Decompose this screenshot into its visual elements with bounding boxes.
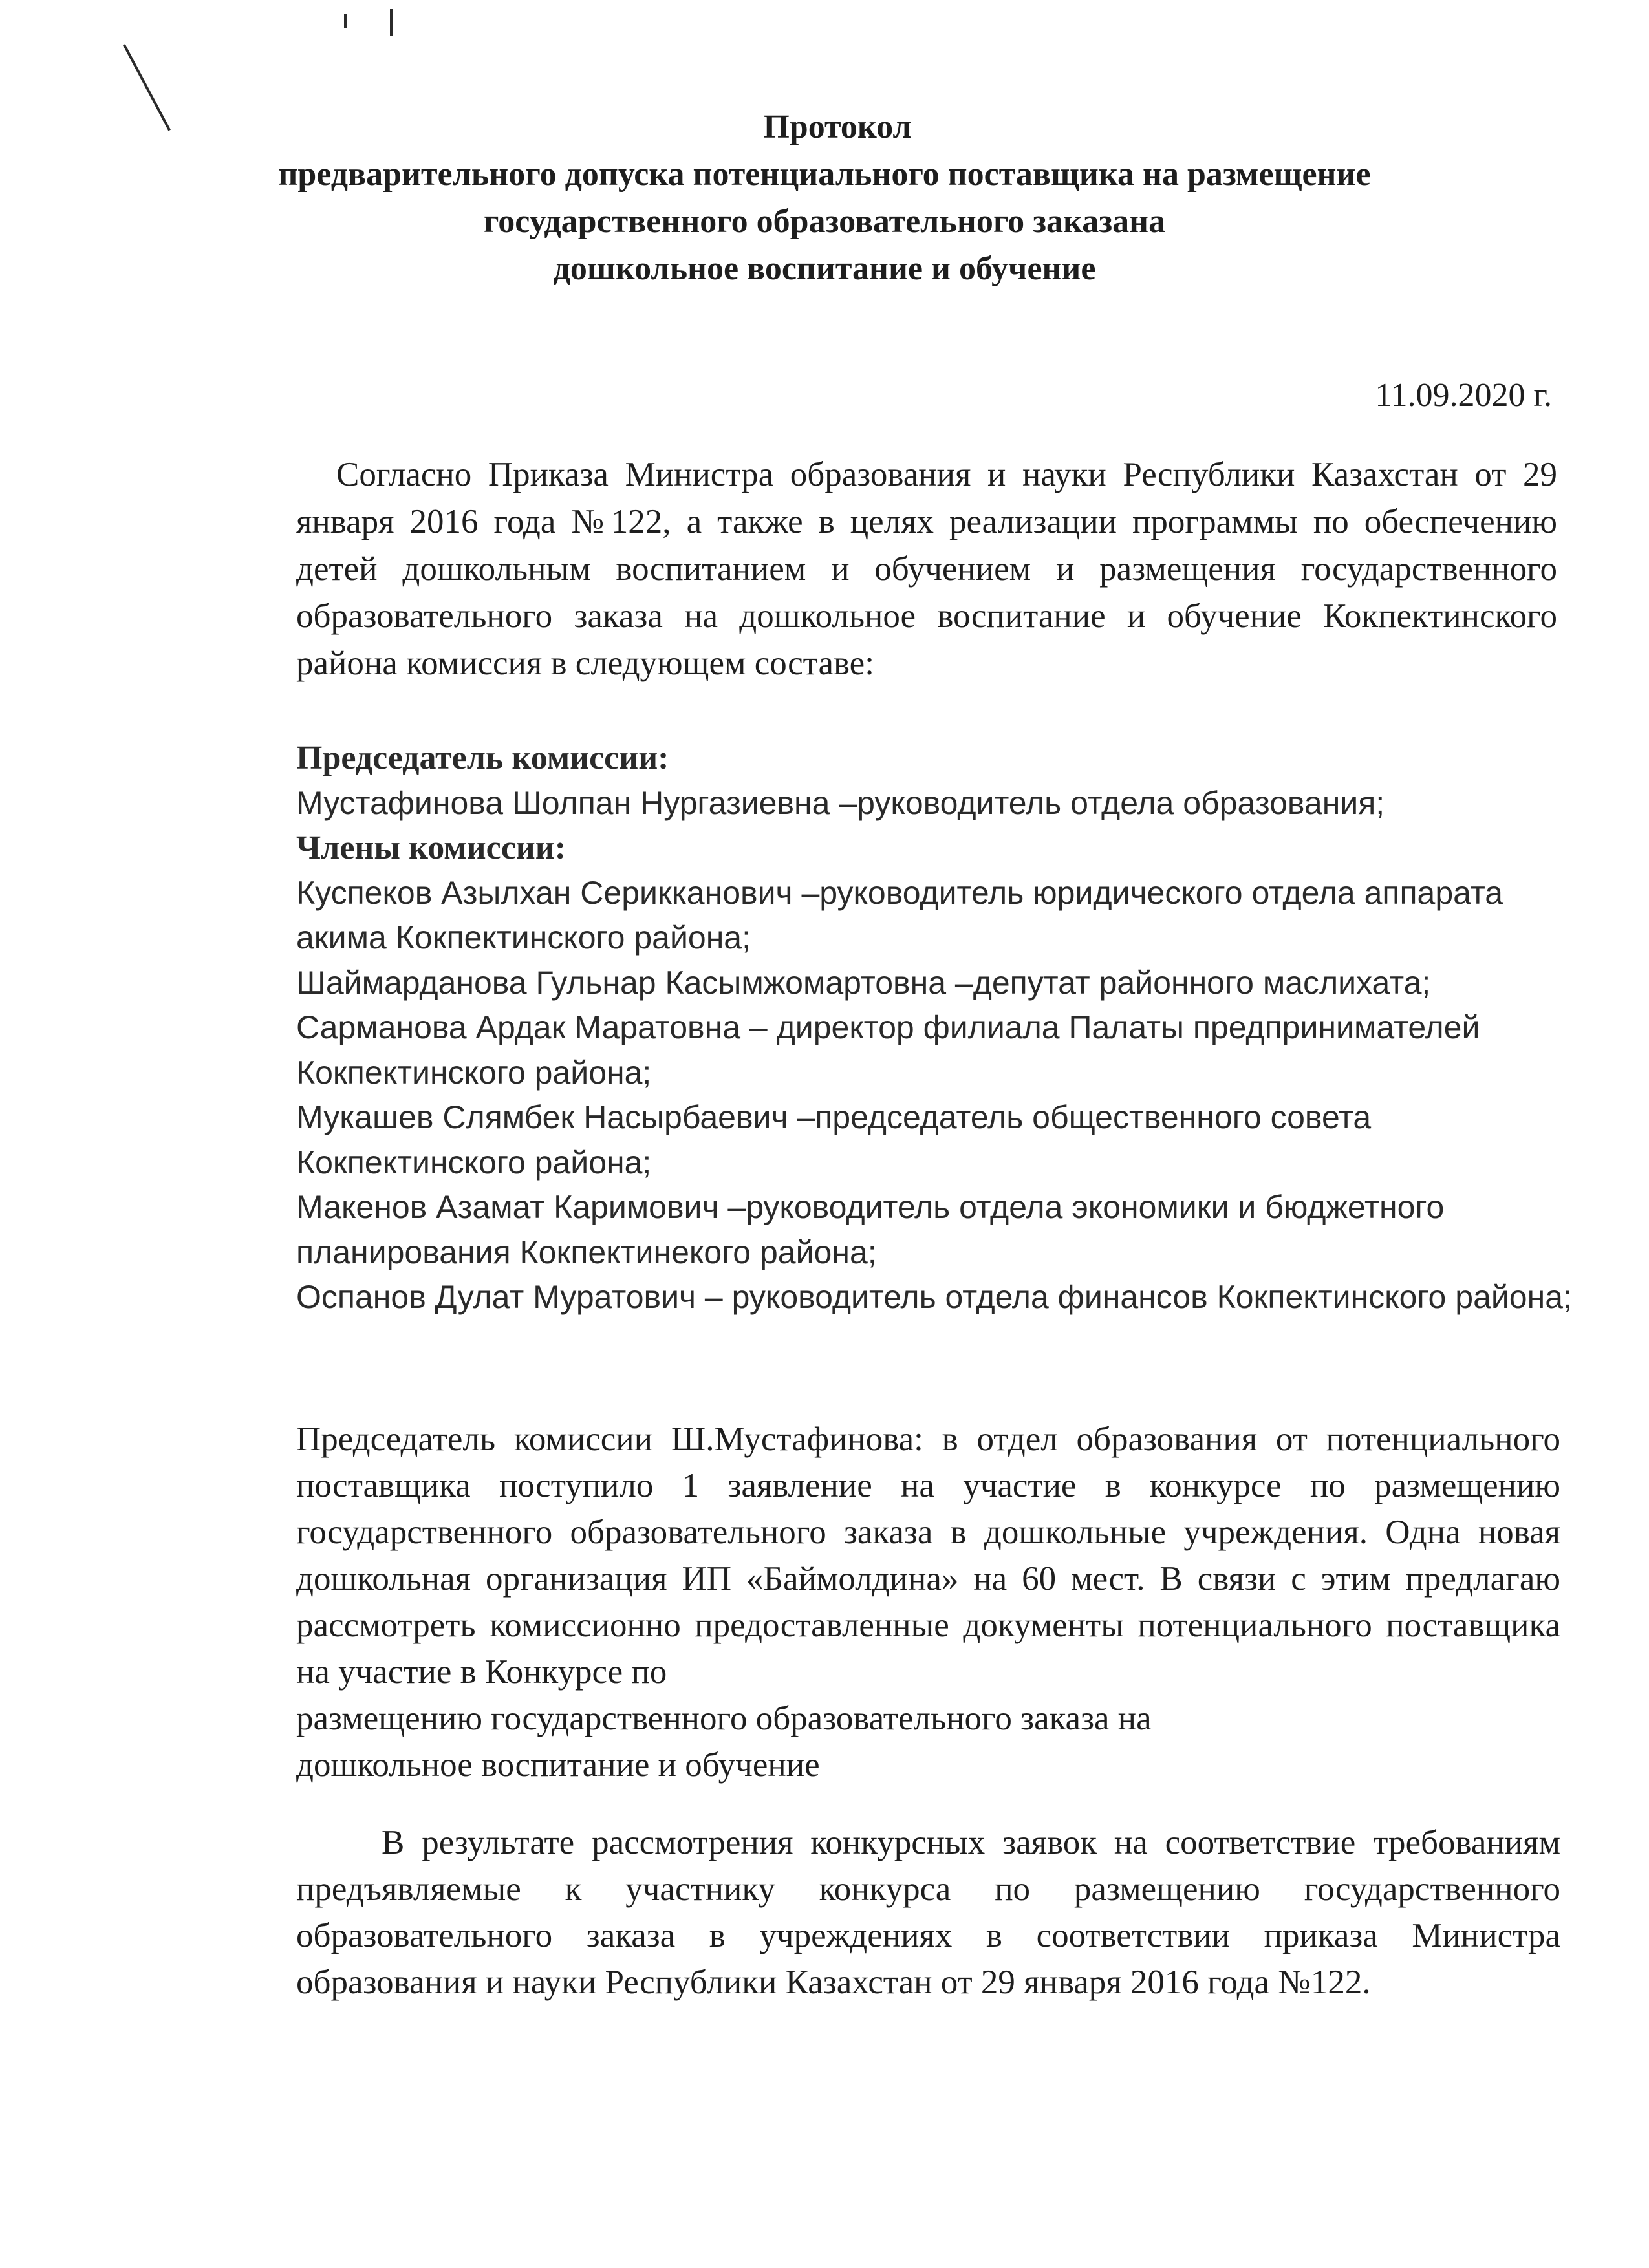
title-line: государственного образовательного заказана xyxy=(483,203,1166,240)
title-line: Протокол xyxy=(763,109,912,145)
member-entry: Сарманова Ардак Маратовна – директор филиала Палаты предпринимателей Кокпектинского района; xyxy=(296,1009,1480,1091)
members-heading: Члены комиссии: xyxy=(296,829,566,866)
chair-statement-tail-line: размещению государственного образовательного заказа на xyxy=(296,1700,1152,1737)
chair-statement-paragraph xyxy=(296,1416,1560,1788)
chair-entry: Мустафинова Шолпан Нургазиевна –руководитель отдела образования; xyxy=(296,784,1385,821)
member-entry: Куспеков Азылхан Серикканович –руководитель юридического отдела аппарата акима Кокпектинского района; xyxy=(296,874,1503,956)
member-entry: Макенов Азамат Каримович –руководитель отдела экономики и бюджетного планирования Кокпектинекого района; xyxy=(296,1189,1445,1270)
intro-paragraph: Согласно Приказа Министра образования и науки Республики Казахстан от 29 января 2016 года №122, а также в целях реализации программы по обеспечению детей дошкольным воспитанием и обучением и размещения государственного образовательного заказа на дошкольное воспитание и обучение Кокпектинского района комиссия в следующем составе: xyxy=(296,456,1557,682)
result-paragraph: В результате рассмотрения конкурсных заявок на соответствие требованиям предъявляемые к участнику конкурса по размещению государственного образовательного заказа в учреждениях в соответствии приказа Министра образования и науки Республики Казахстан от 29 января 2016 года №122. xyxy=(296,1824,1560,2001)
member-entry: Шаймарданова Гульнар Касымжомартовна –депутат районного маслихата; xyxy=(296,964,1431,1001)
scan-mark xyxy=(390,9,393,36)
committee-list xyxy=(296,736,1596,1320)
document-date: 11.09.2020 г. xyxy=(1375,377,1552,414)
member-entry: Мукашев Слямбек Насырбаевич –председатель общественного совета Кокпектинского района; xyxy=(296,1099,1372,1181)
title-line: предварительного допуска потенциального поставщика на размещение xyxy=(278,156,1371,193)
title-line: дошкольное воспитание и обучение xyxy=(553,250,1096,287)
document-title xyxy=(0,103,1649,292)
chair-statement-tail-line: дошкольное воспитание и обучение xyxy=(296,1746,820,1784)
chair-statement-text: Председатель комиссии Ш.Мустафинова: в отдел образования от потенциального поставщика поступило 1 заявление на участие в конкурсе по размещению государственного образовательного заказа в дошкольные учреждения. Одна новая дошкольная организация ИП «Баймолдина» на 60 мест. В связи с этим предлагаю рассмотреть комиссионно предоставленные документы потенциального поставщика на участие в Конкурсе по xyxy=(296,1420,1560,1691)
chair-heading: Председатель комиссии: xyxy=(296,740,669,776)
member-entry: Оспанов Дулат Муратович – руководитель отдела финансов Кокпектинского района; xyxy=(296,1279,1572,1315)
scan-mark xyxy=(344,14,347,28)
